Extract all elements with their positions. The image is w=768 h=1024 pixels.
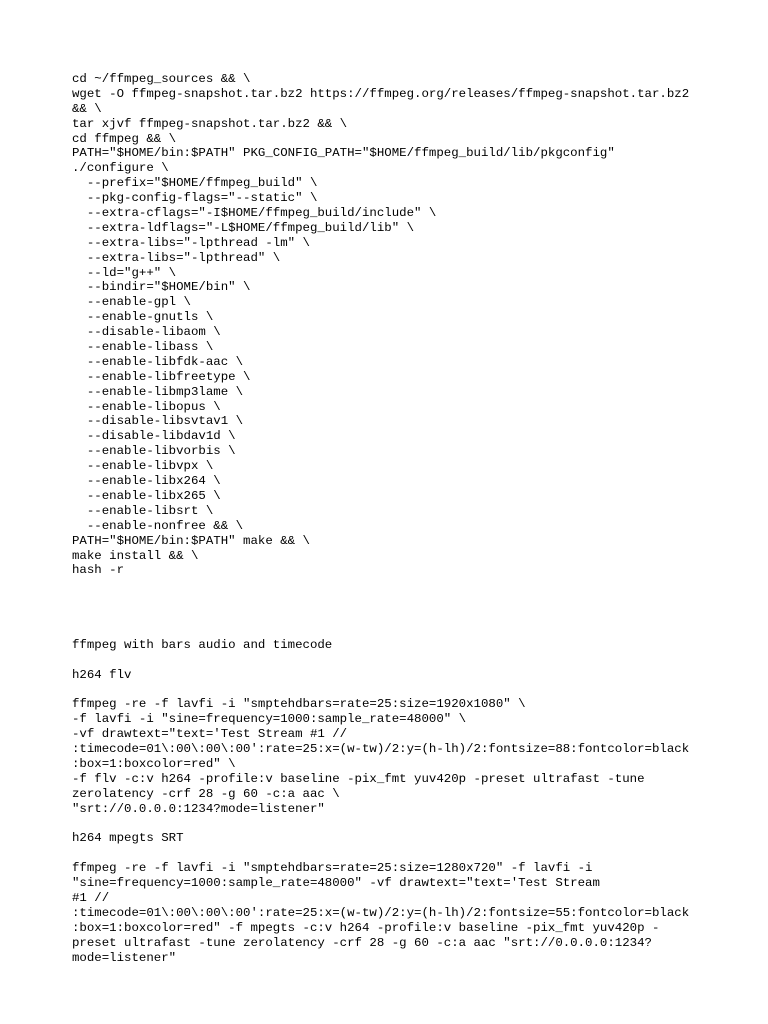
blank-line — [72, 817, 712, 832]
blank-line — [72, 623, 712, 638]
code-line: --pkg-config-flags="--static" \ — [72, 191, 318, 206]
code-line: hash -r — [72, 563, 125, 578]
code-line: --enable-libvpx \ — [72, 459, 214, 474]
code-line: make install && \ — [72, 548, 199, 563]
code-line: --enable-libx265 \ — [72, 488, 221, 503]
srt-heading: h264 mpegts SRT — [72, 831, 184, 846]
code-line: --prefix="$HOME/ffmpeg_build" \ — [72, 176, 318, 191]
code-line: preset ultrafast -tune zerolatency -crf 28 -g 60 -c:a aac "srt://0.0.0.0:1234? — [72, 935, 652, 950]
code-line: ./configure \ — [72, 161, 169, 176]
build-commands-block — [72, 72, 712, 578]
code-line: mode=listener" — [72, 950, 177, 965]
blank-line — [72, 608, 712, 623]
code-line: --extra-libs="-lpthread -lm" \ — [72, 235, 310, 250]
document-page — [72, 72, 712, 965]
code-line: --extra-libs="-lpthread" \ — [72, 250, 281, 265]
code-line: -f flv -c:v h264 -profile:v baseline -pix_fmt yuv420p -preset ultrafast -tune — [72, 771, 645, 786]
code-line: #1 // — [72, 890, 110, 905]
code-line: "srt://0.0.0.0:1234?mode=listener" — [72, 801, 325, 816]
code-line: --bindir="$HOME/bin" \ — [72, 280, 251, 295]
code-line: --enable-libfreetype \ — [72, 369, 251, 384]
code-line: --enable-libsrt \ — [72, 503, 214, 518]
code-line: cd ffmpeg && \ — [72, 131, 177, 146]
flv-heading: h264 flv — [72, 667, 132, 682]
code-line: wget -O ffmpeg-snapshot.tar.bz2 https://ffmpeg.org/releases/ffmpeg-snapshot.tar.bz2 — [72, 86, 690, 101]
code-line: :box=1:boxcolor=red" -f mpegts -c:v h264 -profile:v baseline -pix_fmt yuv420p - — [72, 920, 660, 935]
code-line: :timecode=01\:00\:00\:00':rate=25:x=(w-tw)/2:y=(h-lh)/2:fontsize=55:fontcolor=black — [72, 905, 690, 920]
code-line: --enable-libopus \ — [72, 399, 221, 414]
flv-command-block — [72, 697, 712, 816]
code-line: --extra-ldflags="-L$HOME/ffmpeg_build/lib" \ — [72, 220, 415, 235]
srt-command-block — [72, 861, 712, 965]
code-line: --enable-libx264 \ — [72, 474, 221, 489]
code-line: --enable-gnutls \ — [72, 310, 214, 325]
code-line: --disable-libdav1d \ — [72, 429, 236, 444]
code-line: --enable-libmp3lame \ — [72, 384, 244, 399]
code-line: PATH="$HOME/bin:$PATH" make && \ — [72, 533, 310, 548]
code-line: --ld="g++" \ — [72, 265, 177, 280]
blank-line — [72, 653, 712, 668]
code-line: --enable-libass \ — [72, 340, 214, 355]
code-line: --disable-libaom \ — [72, 325, 221, 340]
code-line: "sine=frequency=1000:sample_rate=48000" -vf drawtext="text='Test Stream — [72, 876, 600, 891]
code-line: --enable-libvorbis \ — [72, 444, 236, 459]
code-line: -vf drawtext="text='Test Stream #1 // — [72, 727, 348, 742]
blank-line — [72, 593, 712, 608]
code-line: :box=1:boxcolor=red" \ — [72, 756, 236, 771]
code-line: --enable-nonfree && \ — [72, 518, 244, 533]
code-line: --enable-gpl \ — [72, 295, 191, 310]
code-line: ffmpeg -re -f lavfi -i "smptehdbars=rate=25:size=1920x1080" \ — [72, 697, 526, 712]
blank-line — [72, 846, 712, 861]
blank-line — [72, 683, 712, 698]
code-line: cd ~/ffmpeg_sources && \ — [72, 72, 251, 86]
code-line: --disable-libsvtav1 \ — [72, 414, 244, 429]
code-line: tar xjvf ffmpeg-snapshot.tar.bz2 && \ — [72, 116, 348, 131]
code-line: -f lavfi -i "sine=frequency=1000:sample_rate=48000" \ — [72, 712, 467, 727]
code-line: :timecode=01\:00\:00\:00':rate=25:x=(w-tw)/2:y=(h-lh)/2:fontsize=88:fontcolor=black — [72, 742, 690, 757]
code-line: && \ — [72, 101, 102, 116]
blank-line — [72, 578, 712, 593]
code-line: ffmpeg -re -f lavfi -i "smptehdbars=rate=25:size=1280x720" -f lavfi -i — [72, 861, 593, 876]
code-line: zerolatency -crf 28 -g 60 -c:a aac \ — [72, 786, 340, 801]
code-line: PATH="$HOME/bin:$PATH" PKG_CONFIG_PATH="$HOME/ffmpeg_build/lib/pkgconfig" — [72, 146, 615, 161]
code-line: --extra-cflags="-I$HOME/ffmpeg_build/include" \ — [72, 206, 437, 221]
code-line: --enable-libfdk-aac \ — [72, 354, 244, 369]
section-title: ffmpeg with bars audio and timecode — [72, 637, 333, 652]
